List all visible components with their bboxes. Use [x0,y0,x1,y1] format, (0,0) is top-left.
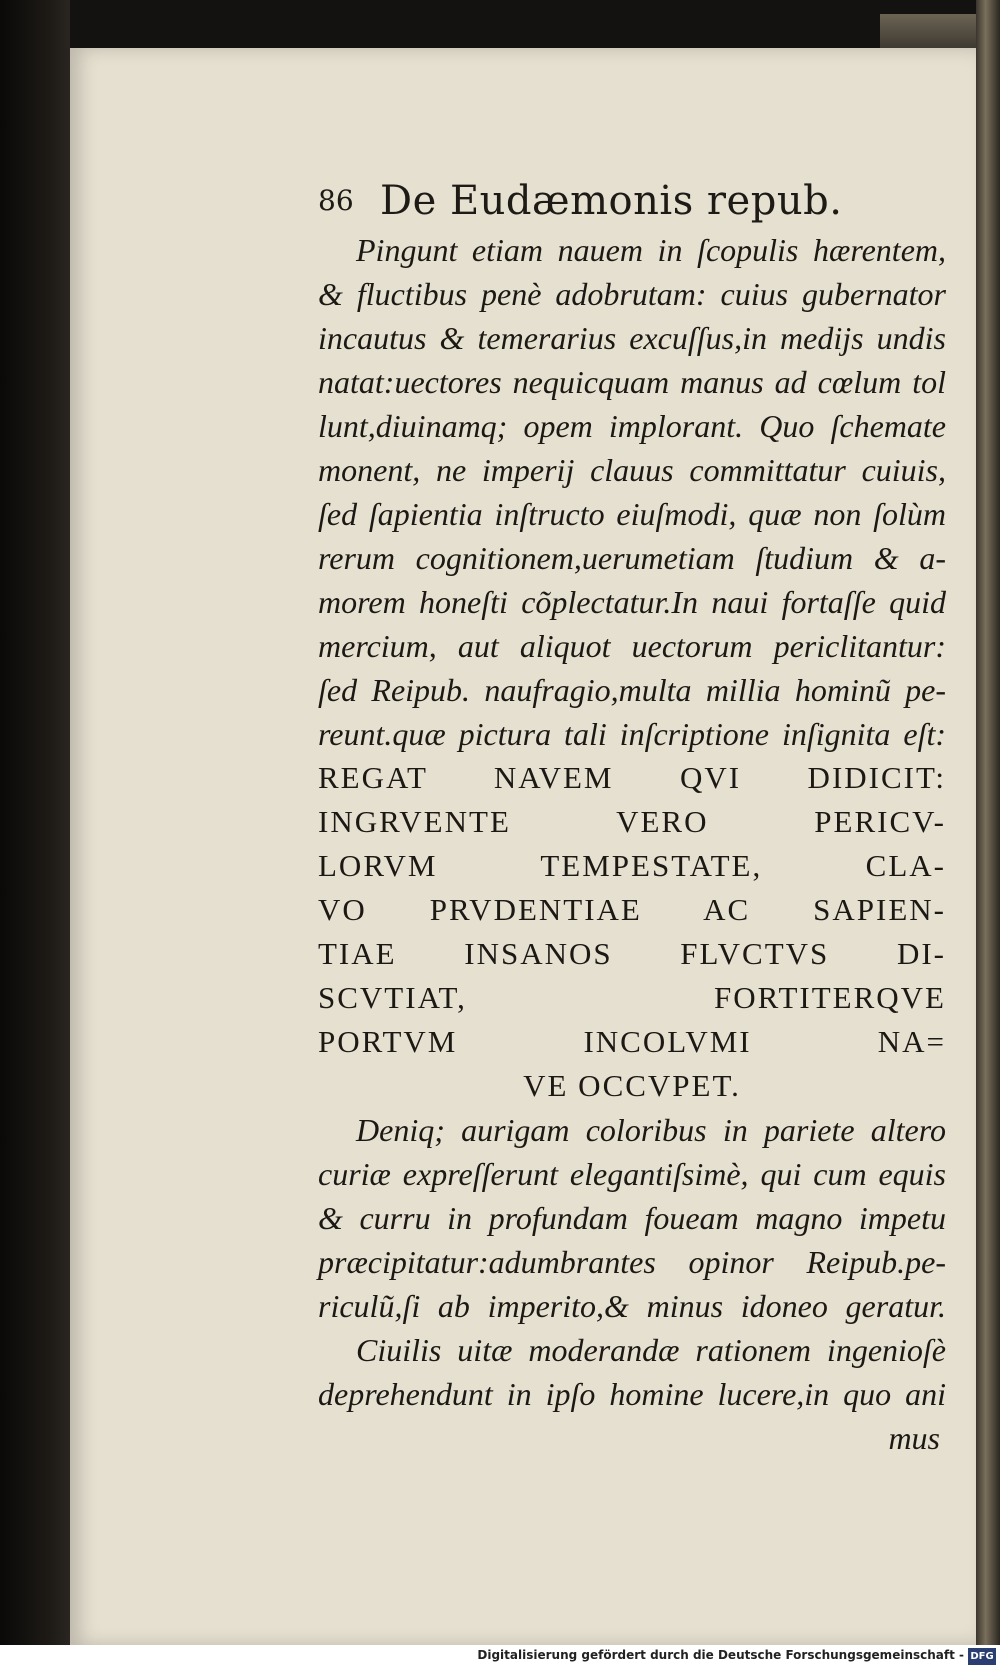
inscription-line: VO PRVDENTIAE AC SAPIEN- [318,892,946,927]
text-line: incautus & temerarius excuſſus,in medijs undis [318,320,946,356]
inscription-line: VE OCCVPET. [523,1068,741,1103]
running-head: De Eudæmonis repub. [380,178,843,224]
digitization-footer [0,1645,1000,1669]
inscription-line: INGRVENTE VERO PERICV- [318,804,946,839]
text-line: præcipitatur:adumbrantes opinor Reipub.pe- [318,1244,946,1280]
text-line: monent, ne imperij clauus committatur cuiuis, [318,452,946,488]
text-line: ſed Reipub. naufragio,multa millia hominũ pe- [318,672,946,708]
inscription-line: TIAE INSANOS FLVCTVS DI- [318,936,946,971]
inscription-line: PORTVM INCOLVMI NA= [318,1024,946,1059]
inscription-line: SCVTIAT, FORTITERQVE [318,980,946,1015]
text-line: ſed ſapientia inſtructo eiuſmodi, quæ non ſolùm [318,496,946,532]
text-block [318,228,946,1460]
text-line: natat:uectores nequicquam manus ad cœlum tol [318,364,946,400]
fore-edge [976,0,1000,1645]
text-line: & fluctibus penè adobrutam: cuius gubernator [318,276,946,312]
text-line: & curru in profundam foueam magno impetu [318,1200,946,1236]
inscription-line: LORVM TEMPESTATE, CLA- [318,848,946,883]
text-line: Pingunt etiam nauem in ſcopulis hærentem, [356,232,946,268]
page-header [318,178,878,226]
text-line: morem honeſti cõplectatur.In naui fortaſſe quid [318,584,946,620]
text-line: riculũ,ſi ab imperito,& minus idoneo geratur. [318,1288,946,1324]
page-number: 86 [318,184,354,217]
dfg-logo: DFG [968,1648,996,1665]
text-line: deprehendunt in ipſo homine lucere,in quo ani [318,1376,946,1412]
text-line: reunt.quæ pictura tali inſcriptione inſignita eſt: [318,716,946,752]
text-line: Ciuilis uitæ moderandæ rationem ingenioſè [356,1332,946,1368]
text-line: Deniq; aurigam coloribus in pariete altero [356,1112,946,1148]
text-line: mercium, aut aliquot uectorum periclitantur: [318,628,946,664]
text-line: curiæ expreſſerunt elegantiſsimè, qui cum equis [318,1156,946,1192]
inscription-line: REGAT NAVEM QVI DIDICIT: [318,760,946,795]
catchword: mus [888,1420,940,1456]
book-spine-shadow [0,0,70,1645]
text-line: lunt,diuinamq; opem implorant. Quo ſchemate [318,408,946,444]
funding-credit: Digitalisierung gefördert durch die Deutsche Forschungsgemeinschaft - [477,1648,964,1662]
text-line: rerum cognitionem,uerumetiam ſtudium & a- [318,540,946,576]
